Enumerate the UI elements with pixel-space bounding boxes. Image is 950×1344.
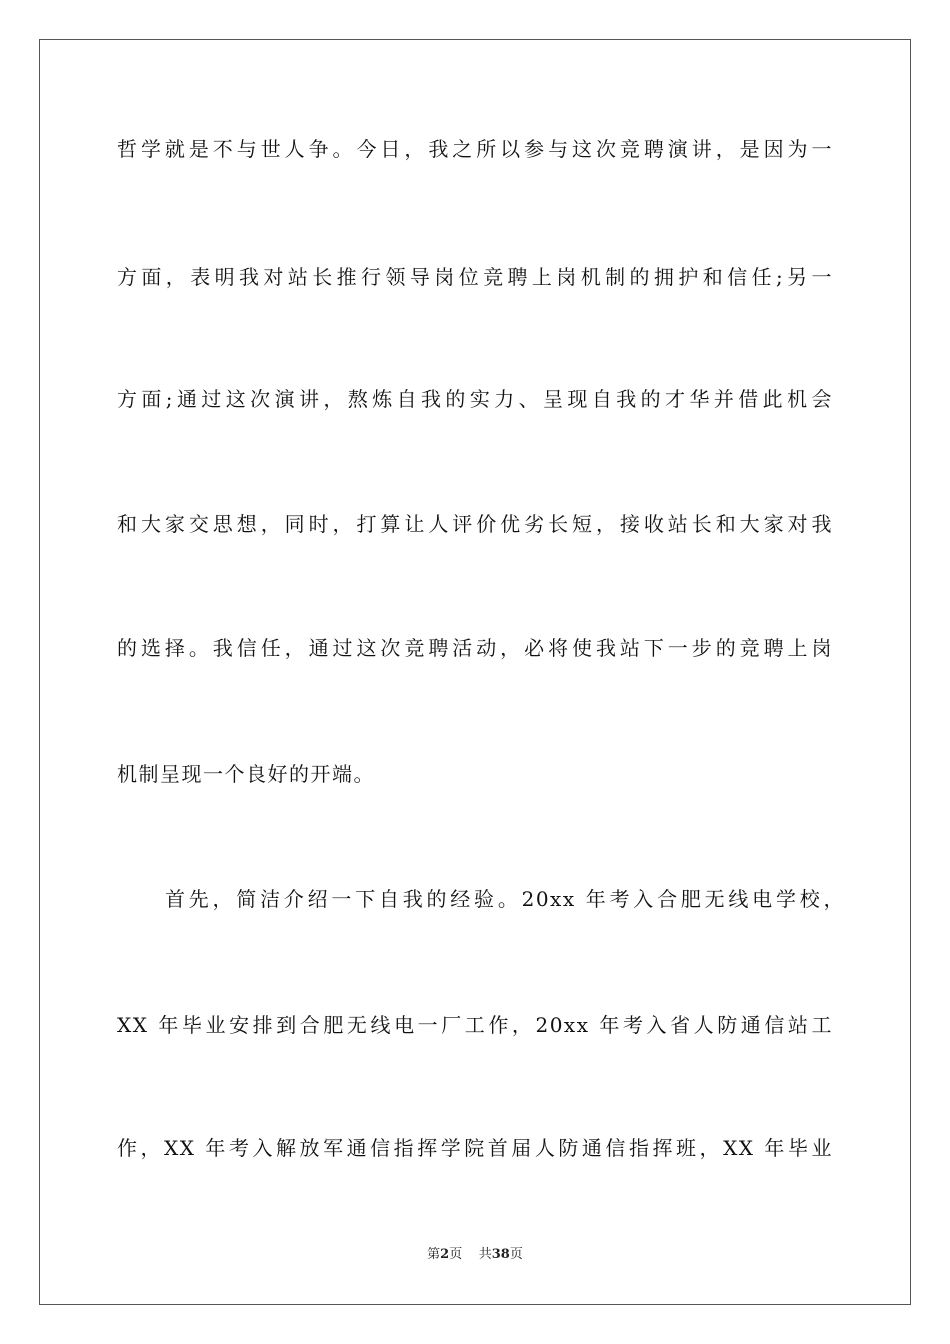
body-line-1: 哲学就是不与世人争。今日，我之所以参与这次竞聘演讲，是因为一 <box>117 137 833 161</box>
footer-total-prefix: 共 <box>478 1247 492 1262</box>
body-line-5: 的选择。我信任，通过这次竞聘活动，必将使我站下一步的竞聘上岗 <box>117 636 833 660</box>
body-line-8: XX 年毕业安排到合肥无线电一厂工作，20xx 年考入省人防通信站工 <box>117 1013 833 1037</box>
body-line-2: 方面，表明我对站长推行领导岗位竞聘上岗机制的拥护和信任;另一 <box>117 265 833 289</box>
footer-page-prefix: 第 <box>427 1247 441 1262</box>
body-line-9: 作，XX 年考入解放军通信指挥学院首届人防通信指挥班，XX 年毕业 <box>117 1136 833 1160</box>
footer-page-suffix: 页 <box>449 1247 463 1262</box>
body-line-3: 方面;通过这次演讲，熬炼自我的实力、呈现自我的才华并借此机会 <box>117 387 833 411</box>
page-footer <box>0 1246 950 1264</box>
footer-total-pages: 38 <box>491 1247 510 1262</box>
page-border <box>39 39 911 1305</box>
body-line-4: 和大家交思想，同时，打算让人评价优劣长短，接收站长和大家对我 <box>117 512 833 536</box>
body-line-6: 机制呈现一个良好的开端。 <box>117 762 375 786</box>
footer-total-suffix: 页 <box>509 1247 523 1262</box>
body-line-7: 首先，简洁介绍一下自我的经验。20xx 年考入合肥无线电学校， <box>165 887 845 911</box>
footer-page-number: 2 <box>440 1247 450 1262</box>
